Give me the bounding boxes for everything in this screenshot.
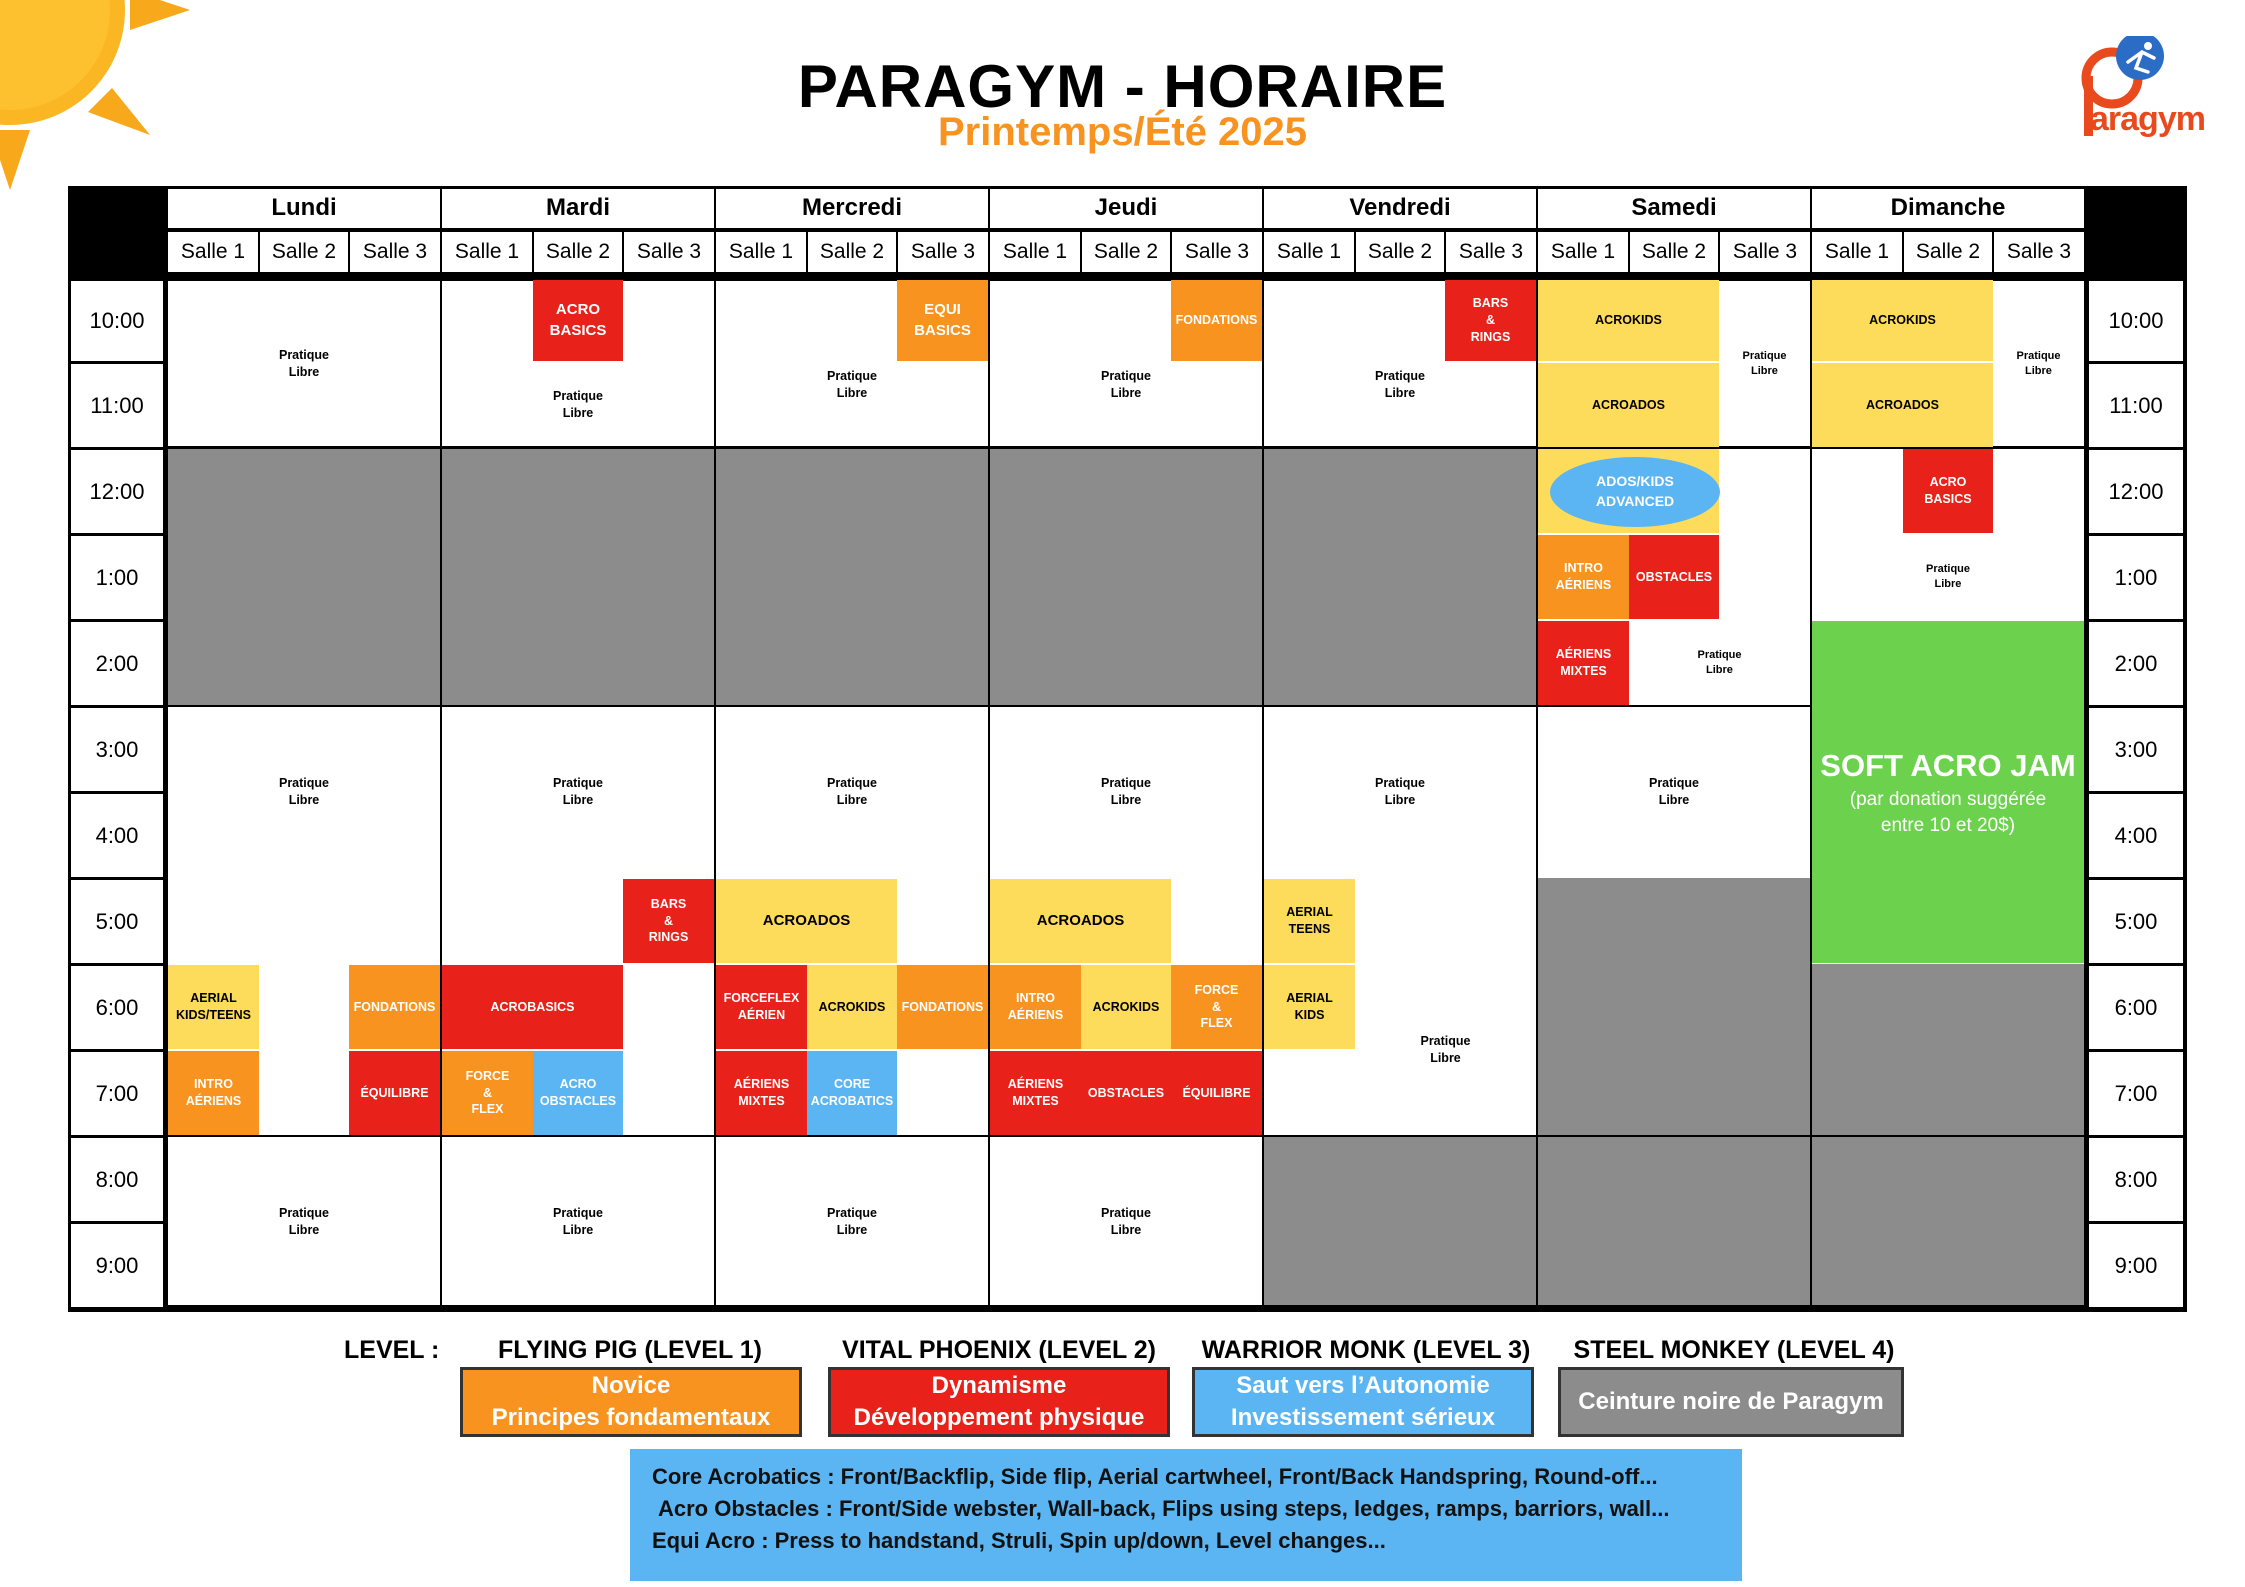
class-aerial-kids: AERIAL KIDS	[1264, 965, 1355, 1049]
time-label: 1:00	[71, 536, 163, 619]
class-intro-aeriens: INTRO AÉRIENS	[1538, 535, 1629, 619]
legend-level-box	[828, 1367, 1170, 1437]
note-acro-obstacles: Acro Obstacles : Front/Side webster, Wall-back, Flips using steps, ledges, ramps, barriors, wall...	[658, 1495, 1670, 1521]
room-header: Salle 2	[260, 232, 348, 272]
legend-level-line1: Ceinture noire de Paragym	[1578, 1387, 1884, 1415]
class-aerial-teens: AERIAL TEENS	[1264, 879, 1355, 963]
legend-level-box	[1192, 1367, 1534, 1437]
logo-wordmark: aragym	[2090, 100, 2205, 138]
day-header: Mercredi	[716, 189, 988, 228]
legend-level-line1: Novice	[591, 1371, 671, 1399]
open-practice: Pratique Libre	[552, 389, 603, 420]
room-header: Salle 3	[624, 232, 714, 272]
class-acroados: ACROADOS	[990, 879, 1171, 963]
room-header: Salle 1	[168, 232, 258, 272]
room-header: Salle 3	[350, 232, 440, 272]
time-label: 12:00	[2089, 450, 2183, 533]
time-label: 8:00	[71, 1138, 163, 1221]
time-label: 11:00	[2089, 364, 2183, 447]
class-acroados: ACROADOS	[1538, 363, 1719, 447]
open-practice: Pratique Libre	[1742, 349, 1787, 377]
class-aeriens-mixtes: AÉRIENS MIXTES	[990, 1051, 1081, 1135]
day-header: Vendredi	[1264, 189, 1536, 228]
time-label: 9:00	[71, 1224, 163, 1307]
class-force-flex: FORCE & FLEX	[1171, 965, 1262, 1049]
block-sat-closed	[1538, 878, 1810, 1135]
class-acrokids: ACROKIDS	[1538, 280, 1719, 361]
time-label: 7:00	[71, 1052, 163, 1135]
room-header: Salle 3	[1172, 232, 1262, 272]
day-header: Jeudi	[990, 189, 1262, 228]
time-label: 10:00	[2089, 281, 2183, 361]
class-ados-kids-advanced: ADOS/KIDS ADVANCED	[1550, 457, 1720, 527]
class-acrobasics: ACROBASICS	[442, 965, 623, 1049]
legend-level-box	[1558, 1367, 1904, 1437]
time-label: 2:00	[2089, 622, 2183, 705]
soft-acro-jam-title: SOFT ACRO JAM	[1820, 748, 2076, 784]
legend-level-line2: Investissement sérieux	[1230, 1404, 1496, 1431]
room-header: Salle 2	[1082, 232, 1170, 272]
note-core-acrobatics: Core Acrobatics : Front/Backflip, Side flip, Aerial cartwheel, Front/Back Handspring, Round-off...	[652, 1464, 1658, 1489]
day-header: Samedi	[1538, 189, 1810, 228]
open-practice: Pratique Libre	[1100, 368, 1151, 400]
class-acrokids: ACROKIDS	[807, 965, 897, 1049]
note-equi-acro: Equi Acro : Press to handstand, Struli, Spin up/down, Level changes...	[652, 1527, 1386, 1553]
class-forceflex-aerien: FORCEFLEX AÉRIEN	[716, 965, 807, 1049]
class-obstacles: OBSTACLES	[1081, 1051, 1171, 1135]
room-header: Salle 2	[808, 232, 896, 272]
legend-level-line1: Saut vers l’Autonomie	[1236, 1371, 1490, 1399]
open-practice: Pratique Libre	[1374, 776, 1425, 807]
room-header: Salle 1	[1264, 232, 1354, 272]
legend-level-name: WARRIOR MONK (LEVEL 3)	[1201, 1336, 1531, 1364]
time-label: 3:00	[2089, 708, 2183, 791]
legend-level-line2: Principes fondamentaux	[491, 1404, 771, 1431]
time-label: 7:00	[2089, 1052, 2183, 1135]
class-fondations: FONDATIONS	[1171, 280, 1262, 361]
legend-level-name: FLYING PIG (LEVEL 1)	[498, 1336, 762, 1364]
schedule-grid	[68, 186, 2187, 1312]
class-equi-basics: EQUI BASICS	[897, 280, 988, 361]
class-bars-rings: BARS & RINGS	[1445, 280, 1536, 361]
room-header: Salle 3	[1446, 232, 1536, 272]
class-intro-aeriens: INTRO AÉRIENS	[168, 1051, 259, 1135]
class-aeriens-mixtes: AÉRIENS MIXTES	[1538, 621, 1629, 705]
room-header: Salle 1	[990, 232, 1080, 272]
legend-label: LEVEL :	[344, 1336, 440, 1364]
legend-level-box	[460, 1367, 802, 1437]
room-header: Salle 2	[1356, 232, 1444, 272]
class-acro-obstacles: ACRO OBSTACLES	[533, 1051, 623, 1135]
room-header: Salle 3	[1994, 232, 2084, 272]
open-practice: Pratique Libre	[826, 776, 877, 807]
time-label: 6:00	[71, 966, 163, 1049]
time-label: 10:00	[71, 281, 163, 361]
class-acro-basics: ACRO BASICS	[1903, 449, 1993, 533]
legend-level-line2: Développement physique	[853, 1404, 1145, 1431]
soft-acro-jam-note: (par donation suggérée entre 10 et 20$)	[1849, 789, 2047, 836]
room-header: Salle 3	[898, 232, 988, 272]
open-practice: Pratique Libre	[1374, 368, 1425, 400]
room-header: Salle 1	[1538, 232, 1628, 272]
class-fondations: FONDATIONS	[349, 965, 440, 1049]
class-soft-acro-jam	[1812, 621, 2084, 963]
legend-level-name: STEEL MONKEY (LEVEL 4)	[1573, 1336, 1895, 1364]
open-practice: Pratique Libre	[2016, 349, 2061, 377]
class-acrokids: ACROKIDS	[1081, 965, 1171, 1049]
class-acroados: ACROADOS	[716, 879, 897, 963]
open-practice: Pratique Libre	[1648, 776, 1699, 807]
room-header: Salle 2	[534, 232, 622, 272]
open-practice: Pratique Libre	[1420, 1034, 1471, 1065]
open-practice: Pratique Libre	[278, 776, 329, 807]
class-acrokids: ACROKIDS	[1812, 280, 1993, 361]
time-label: 1:00	[2089, 536, 2183, 619]
block-lunch	[1264, 449, 1536, 705]
class-core-acrobatics: CORE ACROBATICS	[807, 1051, 897, 1135]
time-label: 4:00	[71, 794, 163, 877]
block-lunch	[442, 449, 714, 705]
day-header: Mardi	[442, 189, 714, 228]
class-fondations: FONDATIONS	[897, 965, 988, 1049]
class-bars-rings: BARS & RINGS	[623, 879, 714, 963]
time-label: 5:00	[2089, 880, 2183, 963]
open-practice: Pratique Libre	[1697, 649, 1742, 676]
day-header: Lundi	[168, 189, 440, 228]
legend-level-line1: Dynamisme	[931, 1371, 1067, 1399]
room-header: Salle 1	[442, 232, 532, 272]
open-practice: Pratique Libre	[826, 1206, 877, 1237]
room-header: Salle 3	[1720, 232, 1810, 272]
open-practice: Pratique Libre	[1100, 776, 1151, 807]
class-aerial-kids-teens: AERIAL KIDS/TEENS	[168, 965, 259, 1049]
block-lunch	[168, 449, 440, 705]
time-label: 6:00	[2089, 966, 2183, 1049]
open-practice: Pratique Libre	[552, 1206, 603, 1237]
class-intro-aeriens: INTRO AÉRIENS	[990, 965, 1081, 1049]
room-header: Salle 2	[1904, 232, 1992, 272]
open-practice: Pratique Libre	[552, 776, 603, 807]
room-header: Salle 1	[716, 232, 806, 272]
time-label: 4:00	[2089, 794, 2183, 877]
open-practice: Pratique Libre	[278, 1206, 329, 1237]
class-equilibre: ÉQUILIBRE	[349, 1051, 440, 1135]
class-force-flex: FORCE & FLEX	[442, 1051, 533, 1135]
class-obstacles: OBSTACLES	[1629, 535, 1719, 619]
block-lunch	[990, 449, 1262, 705]
day-header: Dimanche	[1812, 189, 2084, 228]
block-evening	[1264, 1137, 1536, 1305]
time-label: 12:00	[71, 450, 163, 533]
class-acroados: ACROADOS	[1812, 363, 1993, 447]
open-practice: Pratique Libre	[1100, 1206, 1151, 1237]
room-header: Salle 2	[1630, 232, 1718, 272]
block-evening	[1538, 1137, 1810, 1305]
time-label: 8:00	[2089, 1138, 2183, 1221]
time-label: 2:00	[71, 622, 163, 705]
time-label: 3:00	[71, 708, 163, 791]
class-aeriens-mixtes: AÉRIENS MIXTES	[716, 1051, 807, 1135]
page-title: PARAGYM - HORAIRE	[797, 53, 1448, 120]
class-acro-basics: ACRO BASICS	[533, 280, 623, 361]
legend-level-name: VITAL PHOENIX (LEVEL 2)	[842, 1336, 1156, 1364]
time-label: 9:00	[2089, 1224, 2183, 1307]
open-practice: Pratique Libre	[1925, 563, 1970, 590]
page-subtitle: Printemps/Été 2025	[937, 110, 1308, 154]
room-header: Salle 1	[1812, 232, 1902, 272]
time-label: 5:00	[71, 880, 163, 963]
open-practice: Pratique Libre	[278, 347, 329, 379]
block-sun-closed	[1812, 964, 2084, 1135]
class-notes	[630, 1449, 1742, 1581]
time-label: 11:00	[71, 364, 163, 447]
open-practice: Pratique Libre	[826, 368, 877, 400]
block-evening	[1812, 1137, 2084, 1305]
class-equilibre: ÉQUILIBRE	[1171, 1051, 1262, 1135]
block-lunch	[716, 449, 988, 705]
